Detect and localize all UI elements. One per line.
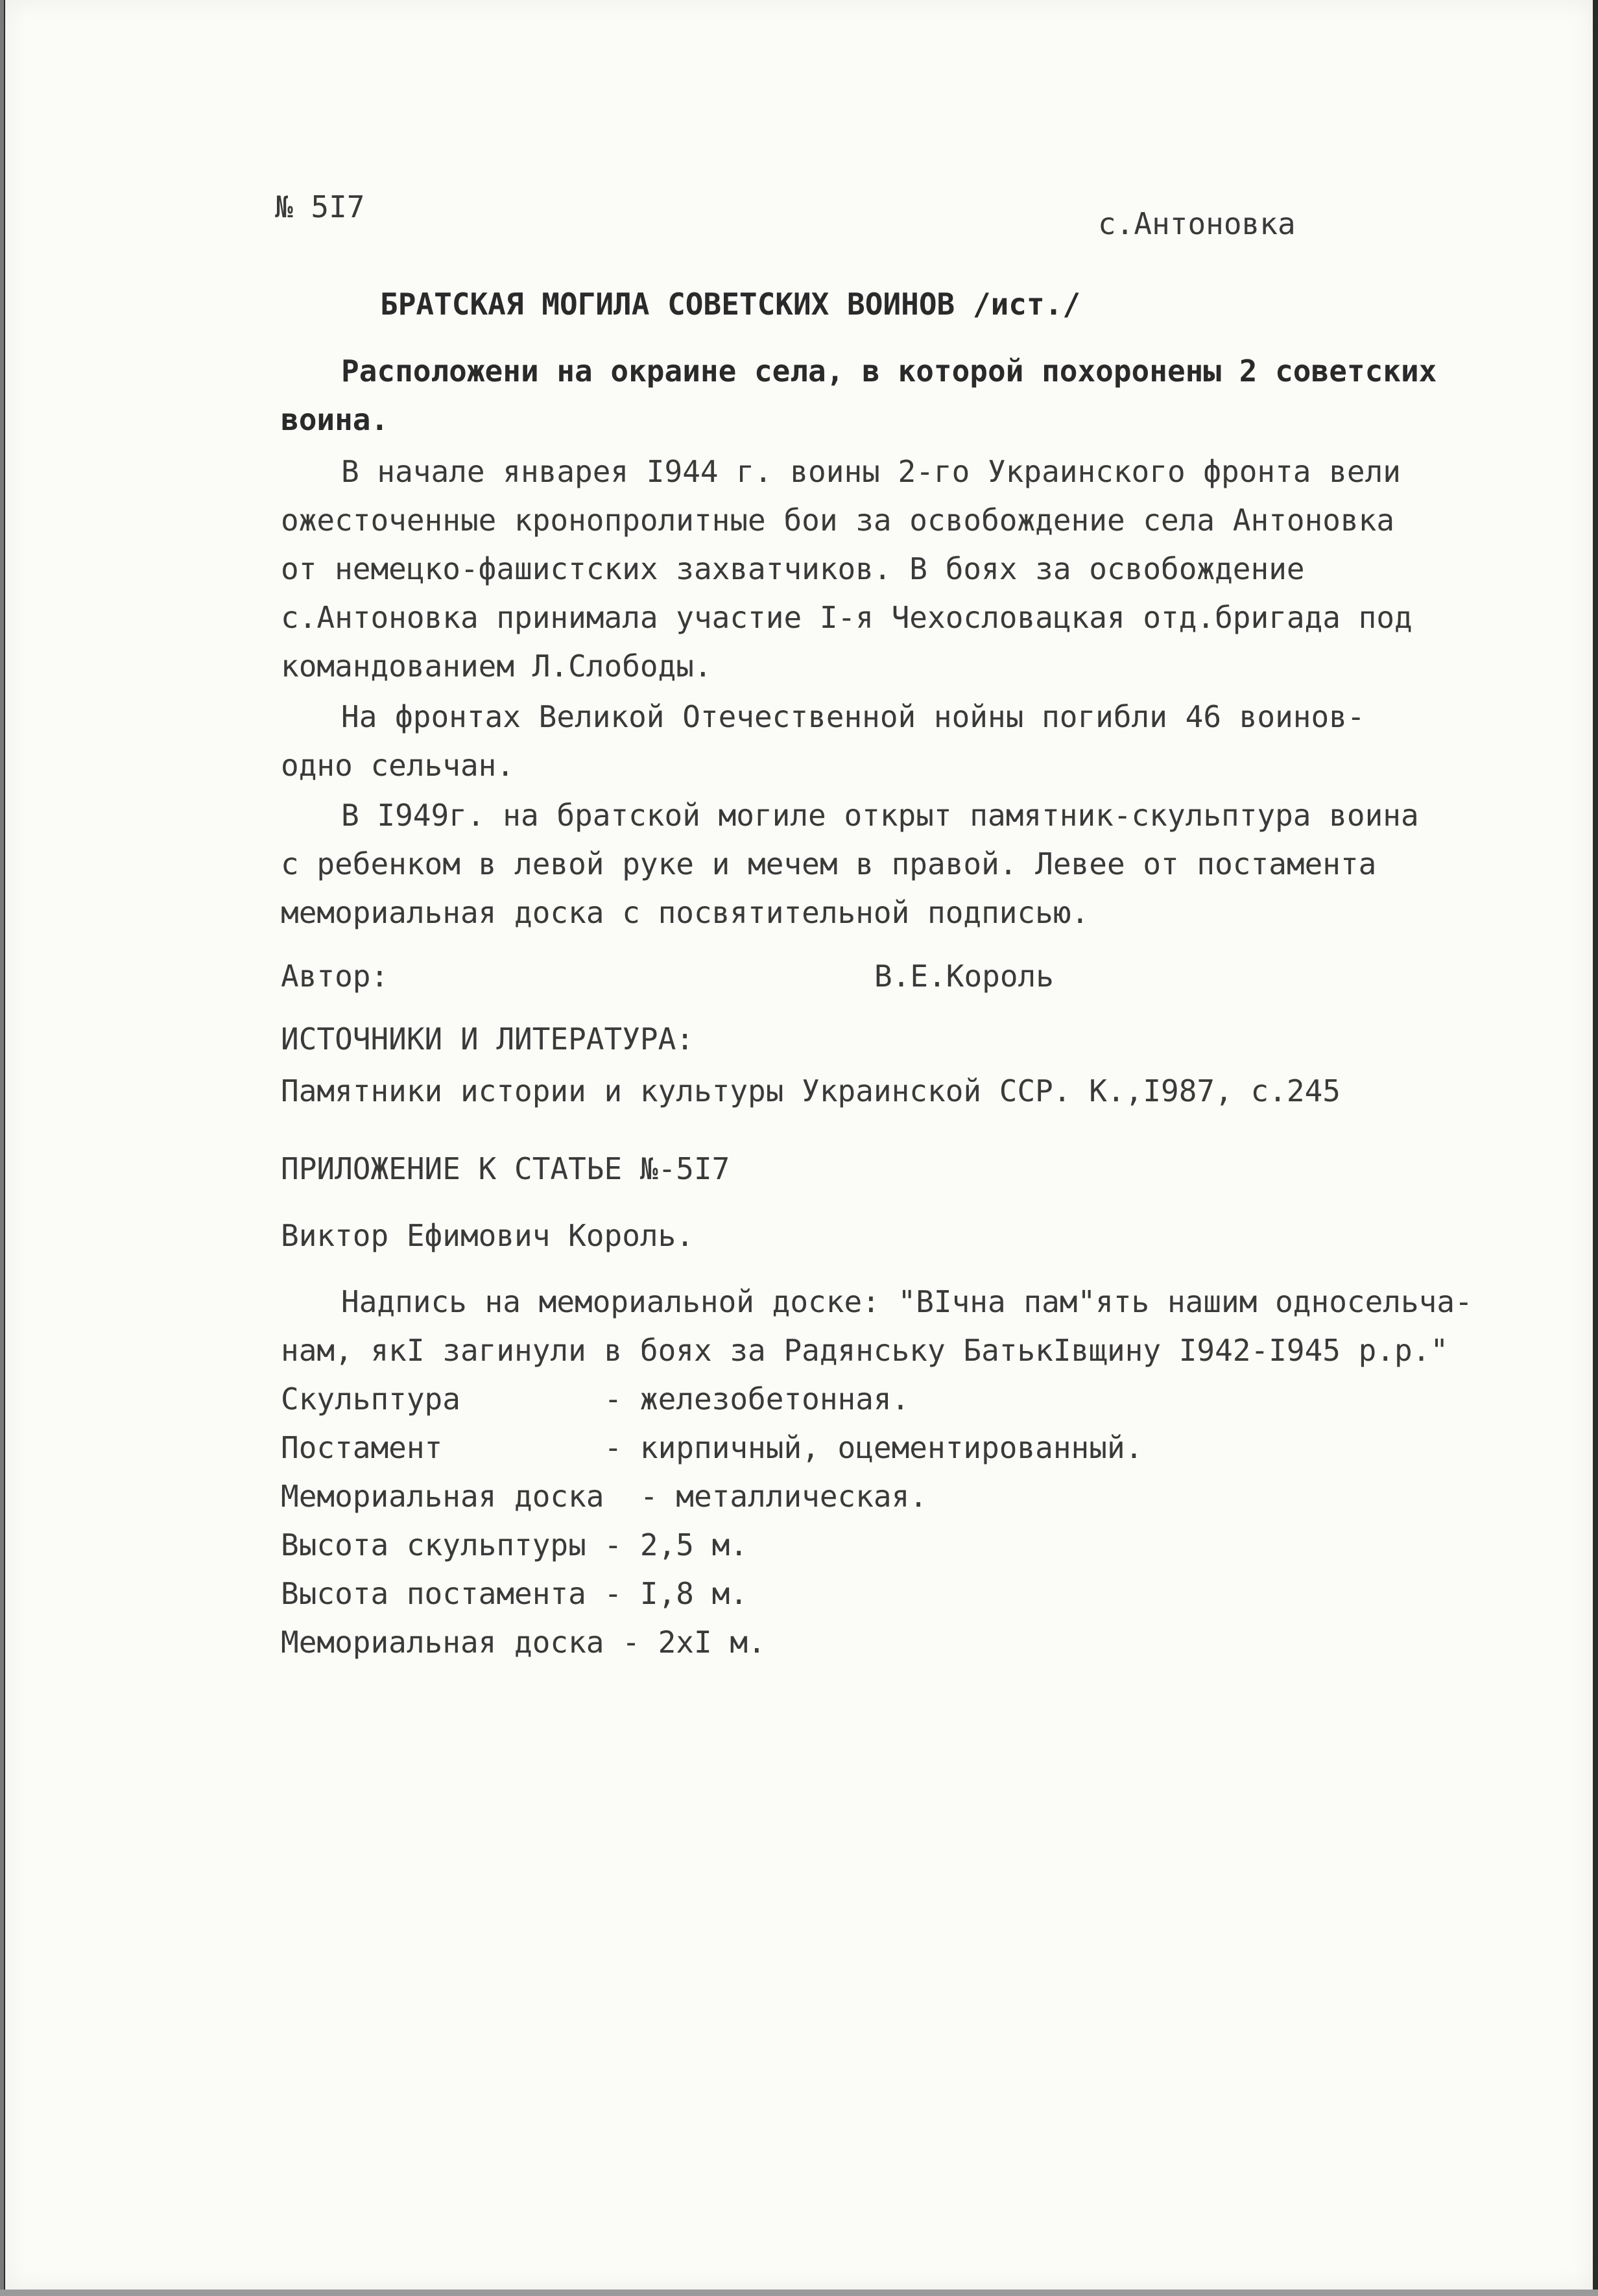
scan-edge-left	[0, 0, 4, 2296]
spec-plaque-size: Мемориальная доска - 2хI м.	[281, 1625, 766, 1660]
paragraph-4-line-3: мемориальная доска с посвятительной подписью.	[281, 895, 1090, 930]
paragraph-1-line-2: воина.	[281, 402, 389, 437]
paragraph-3-line-2: одно сельчан.	[281, 748, 515, 783]
inscription-line-1: Надпись на мемориальной доске: "ВIчна пам"ять нашим односельча-	[341, 1284, 1473, 1319]
sources-item: Памятники истории и культуры Украинской ССР. К.,I987, с.245	[281, 1073, 1341, 1108]
spec-pedestal: Постамент - кирпичный, оцементированный.	[281, 1430, 1143, 1465]
inscription-line-2: нам, якI загинули в боях за Радянську БатькIвщину I942-I945 р.р."	[281, 1333, 1449, 1368]
spec-memorial-plaque: Мемориальная доска - металлическая.	[281, 1479, 927, 1514]
paragraph-4-line-1: В I949г. на братской могиле открыт памятник-скульптура воина	[341, 798, 1419, 833]
document-page	[5, 0, 1593, 2290]
scan-edge-bottom	[0, 2290, 1598, 2296]
sources-heading: ИСТОЧНИКИ И ЛИТЕРАТУРА:	[281, 1022, 694, 1057]
paragraph-1-line-1: Расположени на окраине села, в которой похоронены 2 советских	[341, 353, 1437, 389]
spec-sculpture: Скульптура - железобетонная.	[281, 1381, 910, 1417]
document-number: № 5I7	[275, 189, 365, 224]
paragraph-2-line-2: ожесточенные кронопролитные бои за освобождение села Антоновка	[281, 503, 1395, 538]
paragraph-2-line-5: командованием Л.Слободы.	[281, 649, 712, 684]
document-title: БРАТСКАЯ МОГИЛА СОВЕТСКИХ ВОИНОВ /ист./	[380, 287, 1081, 322]
paragraph-4-line-2: с ребенком в левой руке и мечем в правой. Левее от постамента	[281, 846, 1377, 881]
paragraph-3-line-1: На фронтах Великой Отечественной нойны погибли 46 воинов-	[341, 699, 1365, 734]
author-name: В.Е.Король	[874, 959, 1054, 994]
appendix-person: Виктор Ефимович Король.	[281, 1218, 694, 1253]
author-label: Автор:	[281, 959, 389, 994]
paragraph-2-line-3: от немецко-фашистских захватчиков. В боях за освобождение	[281, 551, 1305, 586]
spec-pedestal-height: Высота постамента - I,8 м.	[281, 1576, 748, 1611]
village-name: с.Антоновка	[1098, 206, 1296, 241]
appendix-heading: ПРИЛОЖЕНИЕ К СТАТЬЕ №-5I7	[281, 1151, 730, 1186]
paragraph-2-line-4: с.Антоновка принимала участие I-я Чехословацкая отд.бригада под	[281, 600, 1413, 635]
paragraph-2-line-1: В начале январея I944 г. воины 2-го Украинского фронта вели	[341, 454, 1401, 489]
spec-sculpture-height: Высота скульптуры - 2,5 м.	[281, 1527, 748, 1562]
